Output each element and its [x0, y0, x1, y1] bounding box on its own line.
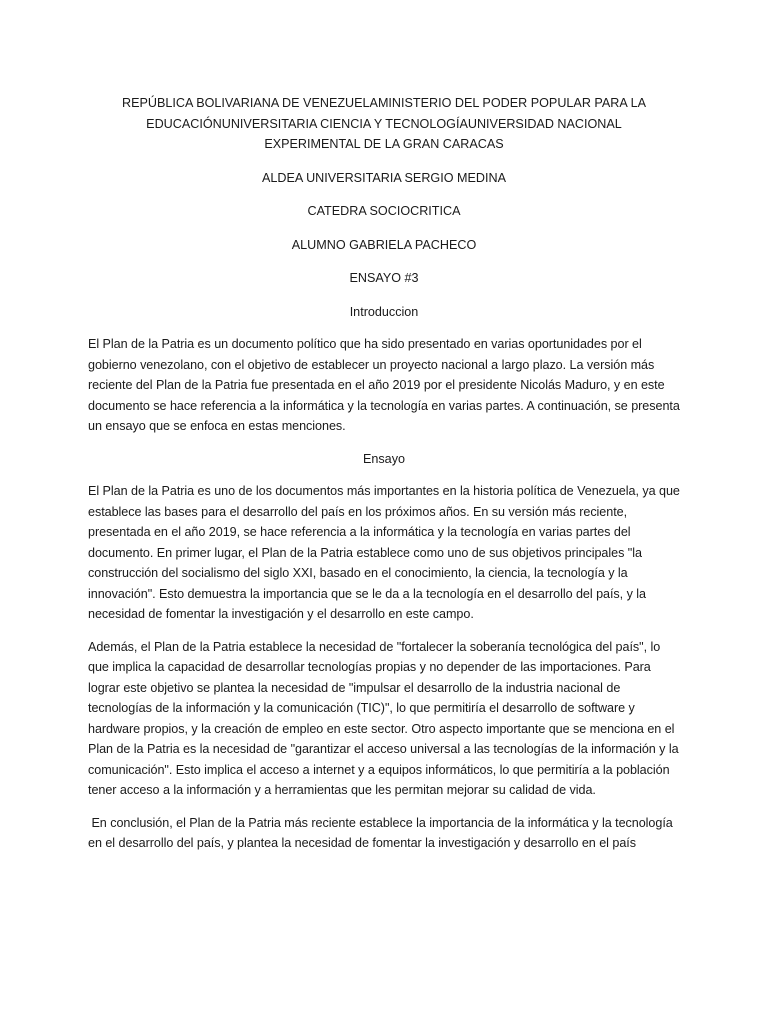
essay-paragraph-2: Además, el Plan de la Patria establece la necesidad de "fortalecer la soberanía tecnológica del país", lo que implica la capacidad de desarrollar tecnologías propias y no depender de las importaciones. Para lograr este objetivo se plantea la necesidad de "impulsar el desarrollo de la industria nacional de tecnologías de la información y la comunicación (TIC)", lo que permitiría el desarrollo de software y hardware propios, y la creación de empleo en este sector. Otro aspecto importante que se menciona en el Plan de la Patria es la necesidad de "garantizar el acceso universal a las tecnologías de la información y la comunicación". Esto implica el acceso a internet y a equipos informáticos, lo que permitiría a la población tener acceso a la información y a herramientas que les permitan mejorar su calidad de vida. [88, 639, 679, 797]
institution-header: REPÚBLICA BOLIVARIANA DE VENEZUELAMINISTERIO DEL PODER POPULAR PARA LA EDUCACIÓNUNIVERSITARIA CIENCIA Y TECNOLOGÍAUNIVERSIDAD NACIONAL EXPERIMENTAL DE LA GRAN CARACAS [122, 96, 646, 151]
catedra-line: CATEDRA SOCIOCRITICA [307, 204, 461, 218]
alumno-line: ALUMNO GABRIELA PACHECO [291, 237, 477, 252]
aldea-line: ALDEA UNIVERSITARIA SERGIO MEDINA [261, 170, 506, 185]
ensayo-number: ENSAYO #3 [349, 271, 419, 285]
introduction-title: Introduccion [349, 304, 419, 319]
essay-paragraph-1: El Plan de la Patria es uno de los documentos más importantes en la historia política de Venezuela, ya que establece las bases para el desarrollo del país en los próximos años. En su versión más reciente, presentada en el año 2019, se hace referencia a la informática y la tecnología en varias partes del documento. En primer lugar, el Plan de la Patria establece como uno de sus objetivos principales "la construcción del socialismo del siglo XXI, basado en el conocimiento, la ciencia, la tecnología y la innovación". Esto demuestra la importancia que se le da a la tecnología en el desarrollo del país, y la necesidad de fomentar la investigación y el desarrollo en este campo. [88, 484, 680, 621]
introduction-paragraph: El Plan de la Patria es un documento político que ha sido presentado en varias oportunidades por el gobierno venezolano, con el objetivo de establecer un proyecto nacional a largo plazo. La versión más reciente del Plan de la Patria fue presentada en el año 2019 por el presidente Nicolás Maduro, y en este documento se hace referencia a la informática y la tecnología en varias partes. A continuación, se presenta un ensayo que se enfoca en estas menciones. [88, 337, 680, 433]
essay-title: Ensayo [362, 451, 405, 466]
essay-paragraph-conclusion: En conclusión, el Plan de la Patria más reciente establece la importancia de la informática y la tecnología en el desarrollo del país, y plantea la necesidad de fomentar la investigación y desarrollo en el país [88, 815, 677, 850]
